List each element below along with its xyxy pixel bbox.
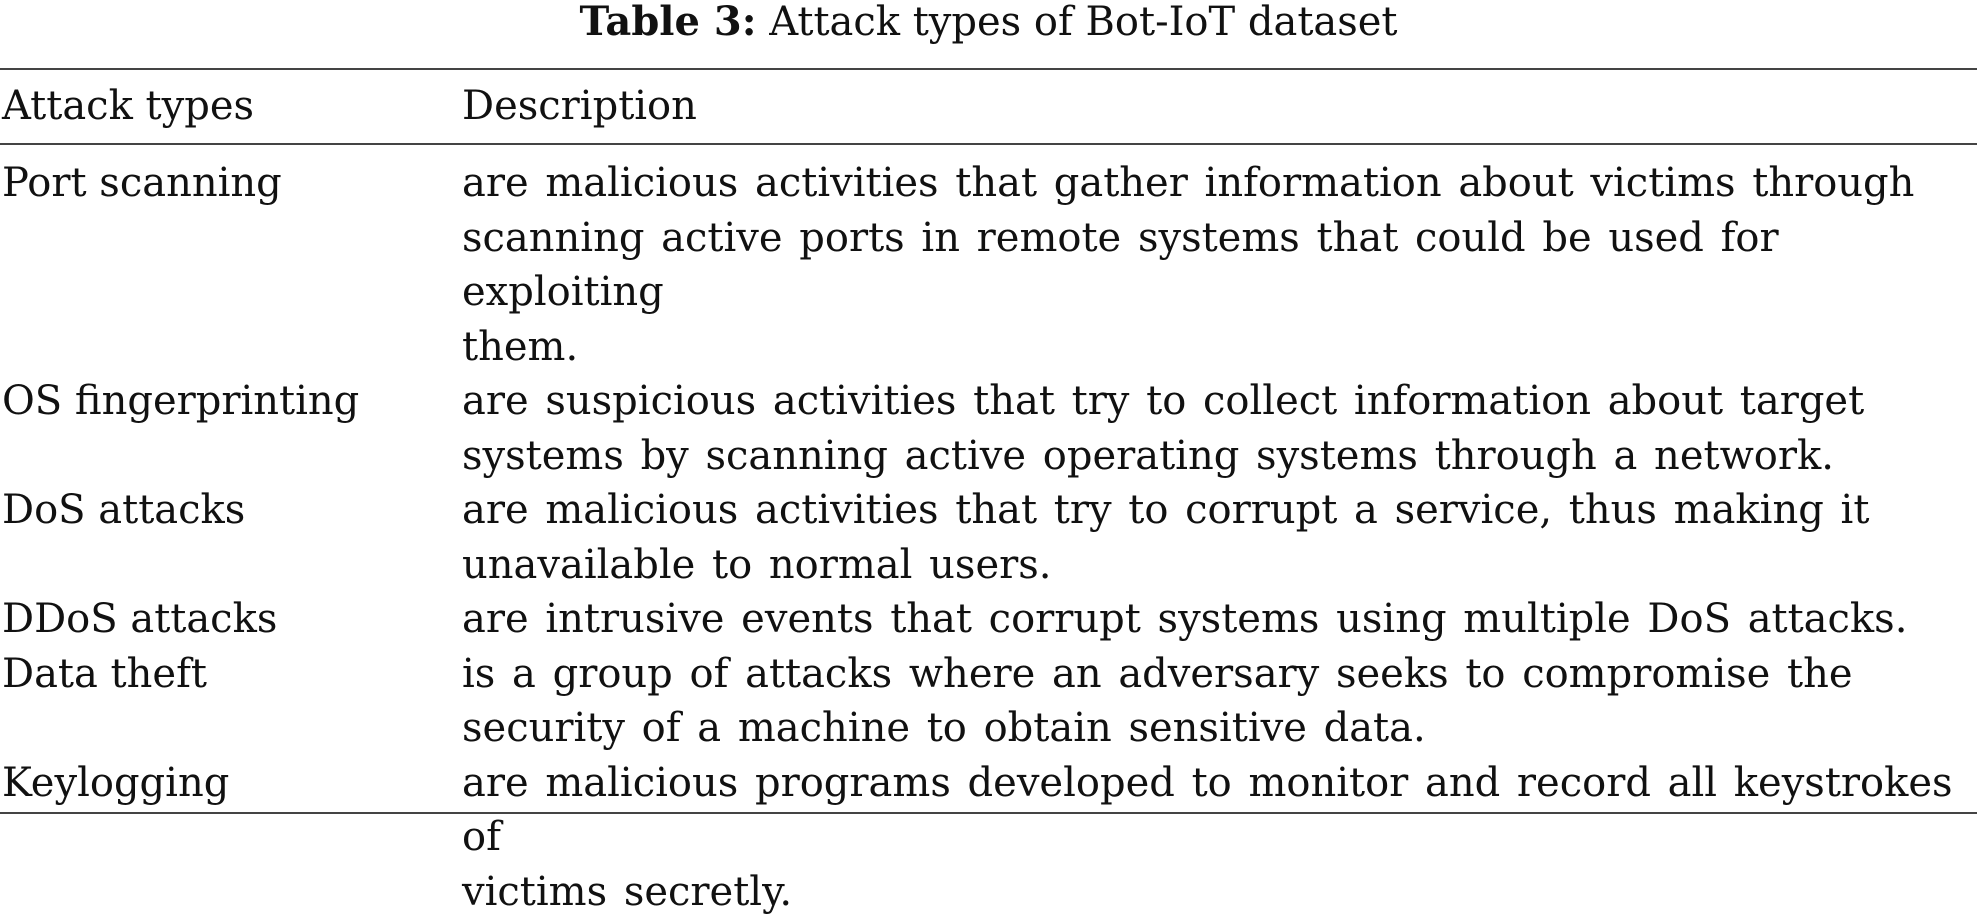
table-row xyxy=(0,592,1977,647)
column-header-description: Description xyxy=(462,86,1972,126)
description-line: are malicious activities that gather information about victims through xyxy=(462,156,1972,211)
description-cell xyxy=(462,483,1972,592)
description-line: unavailable to normal users. xyxy=(462,538,1972,593)
description-cell xyxy=(462,374,1972,483)
attack-type-cell: DoS attacks xyxy=(2,483,245,538)
description-cell xyxy=(462,756,1972,919)
description-line: are malicious programs developed to monitor and record all keystrokes of xyxy=(462,756,1972,865)
description-line: are suspicious activities that try to collect information about target xyxy=(462,374,1972,429)
description-cell xyxy=(462,647,1972,756)
table-row xyxy=(0,483,1977,592)
description-line: security of a machine to obtain sensitive data. xyxy=(462,701,1972,756)
description-line: victims secretly. xyxy=(462,865,1972,919)
description-cell xyxy=(462,156,1972,374)
table-caption-text: Attack types of Bot-IoT dataset xyxy=(769,0,1397,45)
description-line: systems by scanning active operating systems through a network. xyxy=(462,429,1972,484)
table-row xyxy=(0,156,1977,374)
table-top-rule xyxy=(0,68,1977,70)
attack-type-cell: OS fingerprinting xyxy=(2,374,359,429)
table-header-rule xyxy=(0,143,1977,145)
description-cell xyxy=(462,592,1972,647)
description-line: are intrusive events that corrupt systems using multiple DoS attacks. xyxy=(462,592,1972,647)
table-row xyxy=(0,647,1977,756)
table-row xyxy=(0,756,1977,919)
table-caption xyxy=(0,0,1977,70)
description-line: are malicious activities that try to corrupt a service, thus making it xyxy=(462,483,1972,538)
attack-type-cell: DDoS attacks xyxy=(2,592,277,647)
attack-type-cell: Keylogging xyxy=(2,756,229,811)
description-line: them. xyxy=(462,320,1972,375)
table-row xyxy=(0,374,1977,483)
table-caption-label: Table 3: xyxy=(579,0,756,45)
attack-type-cell: Data theft xyxy=(2,647,207,702)
attack-type-cell: Port scanning xyxy=(2,156,282,211)
description-line: is a group of attacks where an adversary seeks to compromise the xyxy=(462,647,1972,702)
table-body xyxy=(0,156,1977,919)
column-header-attack-types: Attack types xyxy=(2,86,254,126)
description-line: scanning active ports in remote systems that could be used for exploiting xyxy=(462,211,1972,320)
